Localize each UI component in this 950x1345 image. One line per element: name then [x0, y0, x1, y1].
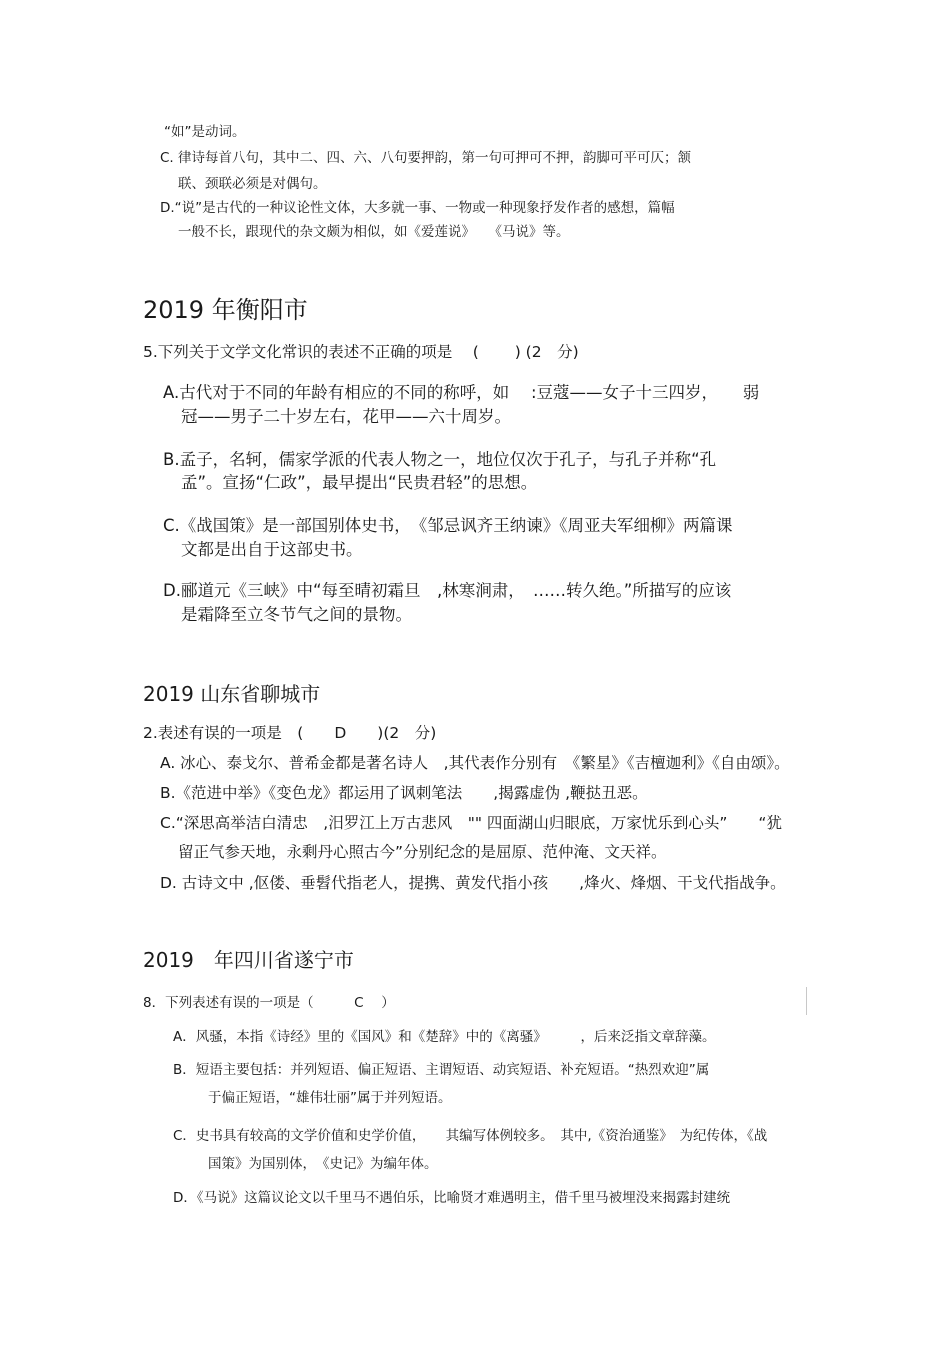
q2-option-d: D. 古诗文中 ,伛偻、垂髫代指老人，提携、黄发代指小孩 ,烽火、烽烟、干戈代指战争。	[160, 874, 786, 892]
q5-option-a-line2: 冠——男子二十岁左右，花甲——六十周岁。	[181, 407, 511, 426]
section-heading-liaocheng: 2019 山东省聊城市	[143, 682, 321, 706]
q8-option-b-line1: B．短语主要包括：并列短语、偏正短语、主谓短语、动宾短语、补充短语。“热烈欢迎”属	[173, 1062, 710, 1078]
q5-option-c-line1: C.《战国策》是一部国别体史书， 《邹忌讽齐王纳谏》《周亚夫军细柳》两篇课	[163, 516, 733, 535]
prev-option-c-line1: C. 律诗每首八句，其中二、四、六、八句要押韵，第一句可押可不押，韵脚可平可仄；颔	[160, 150, 692, 166]
q2-option-b: B.《范进中举》《变色龙》都运用了讽刺笔法 ,揭露虚伪 ,鞭挞丑恶。	[160, 784, 648, 802]
q8-option-c-line2: 国策》为国别体， 《史记》为编年体。	[208, 1156, 438, 1172]
margin-divider	[806, 987, 807, 1015]
q2-option-a: A. 冰心、泰戈尔、普希金都是著名诗人 ,其代表作分别有 《繁星》《吉檀迦利》《自由颂》。	[160, 754, 790, 772]
q5-option-c-line2: 文都是出自于这部史书。	[181, 540, 363, 559]
q5-option-d-line1: D.郦道元《三峡》中“每至晴初霜旦 ,林寒涧肃， ……转久绝。”所描写的应该	[163, 581, 732, 600]
q8-option-d-line1: D．《马说》这篇议论文以千里马不遇伯乐，比喻贤才难遇明主，借千里马被埋没来揭露封建统	[173, 1190, 731, 1206]
prev-option-d-line1: D.“说”是古代的一种议论性文体，大多就一事、一物或一种现象抒发作者的感想，篇幅	[160, 200, 675, 216]
prev-option-c-line2: 联、颈联必须是对偶句。	[178, 176, 327, 192]
question-8: 8．下列表述有误的一项是（ C ）	[143, 995, 395, 1011]
q2-option-c-line1: C.“深思高举洁白清忠 ,汨罗江上万古悲风 "" 四面湖山归眼底，万家忧乐到心头” “犹	[160, 814, 782, 832]
q8-option-a: A．风骚，本指《诗经》里的《国风》和《楚辞》中的《离骚》 ，后来泛指文章辞藻。	[173, 1029, 716, 1045]
question-5: 5.下列关于文学文化常识的表述不正确的项是 ( ) (2 分)	[143, 343, 579, 361]
q5-option-a-line1: A.古代对于不同的年龄有相应的不同的称呼，如 :豆蔻——女子十三四岁， 弱	[163, 383, 760, 402]
section-heading-hengyang: 2019 年衡阳市	[143, 296, 308, 324]
q5-option-d-line2: 是霜降至立冬节气之间的景物。	[181, 605, 412, 624]
q5-option-b-line1: B.孟子，名轲，儒家学派的代表人物之一，地位仅次于孔子，与孔子并称“孔	[163, 450, 717, 469]
section-heading-suining: 2019 年四川省遂宁市	[143, 948, 354, 972]
q8-option-b-line2: 于偏正短语，“雄伟壮丽”属于并列短语。	[208, 1090, 452, 1106]
q2-option-c-line2: 留正气参天地，永剩丹心照古今”分别纪念的是屈原、范仲淹、文天祥。	[178, 843, 667, 861]
q8-option-c-line1: C．史书具有较高的文学价值和史学价值， 其编写体例较多。 其中,《资治通鉴》 为纪传体，《战	[173, 1128, 768, 1144]
q5-option-b-line2: 孟”。宣扬“仁政”，最早提出“民贵君轻”的思想。	[181, 473, 538, 492]
prev-option-b-tail: “如”是动词。	[164, 124, 246, 140]
question-2: 2.表述有误的一项是 ( D )(2 分)	[143, 724, 437, 742]
prev-option-d-line2: 一般不长，跟现代的杂文颇为相似，如《爱莲说》 《马说》等。	[178, 224, 570, 240]
